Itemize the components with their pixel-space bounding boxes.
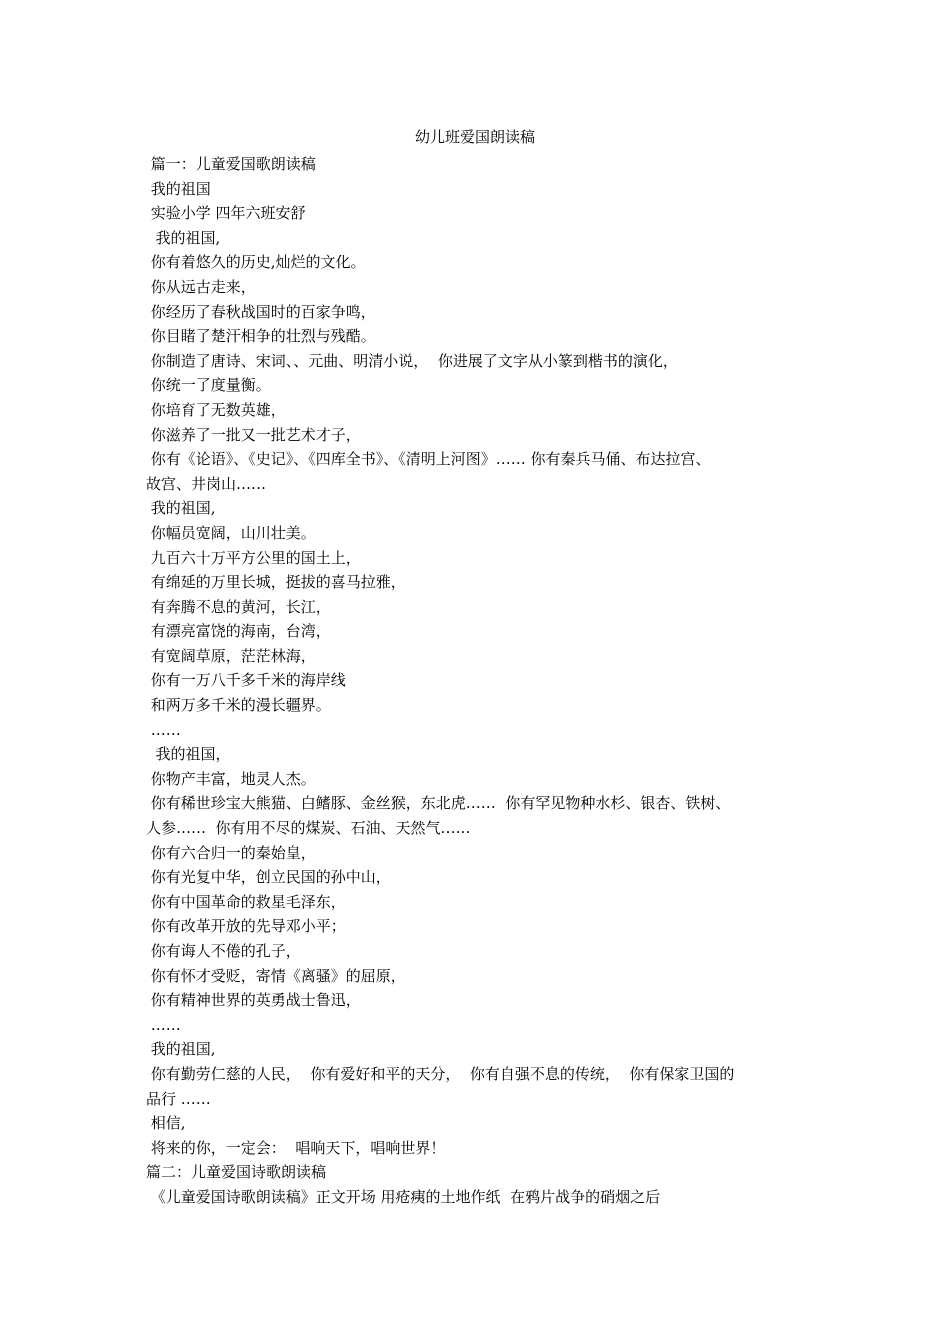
body-line: …… [146, 720, 181, 739]
body-line: 你幅员宽阔，山川壮美。 [146, 523, 316, 542]
body-line: 品行 …… [146, 1089, 211, 1108]
body-line: 你有一万八千多千米的海岸线 [146, 671, 346, 690]
body-line: 你培育了无数英雄， [146, 400, 286, 419]
body-line: 你统一了度量衡。 [146, 376, 271, 395]
document-body [146, 152, 826, 1210]
body-line: 你有六合归一的秦始皇， [146, 843, 316, 862]
body-line: 你有怀才受贬，寄情《离骚》的屈原， [146, 966, 406, 985]
body-line: 相信, [146, 1114, 186, 1133]
body-line: 我的祖国 [146, 179, 211, 198]
body-line: 你滋养了一批又一批艺术才子， [146, 425, 361, 444]
body-line: 我的祖国, [146, 1040, 216, 1059]
body-line: 有漂亮富饶的海南，台湾， [146, 622, 331, 641]
document-title: 幼儿班爱国朗读稿 [414, 128, 535, 146]
body-line: 你经历了春秋战国时的百家争鸣， [146, 302, 376, 321]
body-line: 你制造了唐诗、宋词、、元曲、明清小说， 你进展了文字从小篆到楷书的演化， [146, 351, 678, 370]
body-line: 和两万多千米的漫长疆界。 [146, 696, 331, 715]
body-line: 九百六十万平方公里的国土上， [146, 548, 361, 567]
body-line: 你目睹了楚汗相争的壮烈与残酷。 [146, 327, 376, 346]
body-line: 你有中国革命的救星毛泽东， [146, 892, 346, 911]
body-line: 我的祖国， [146, 745, 231, 764]
body-line: 有宽阔草原，茫茫林海， [146, 646, 316, 665]
body-line: 有绵延的万里长城，挺拔的喜马拉雅， [146, 573, 406, 592]
body-line: 你有诲人不倦的孔子， [146, 942, 301, 960]
body-line: 将来的你，一定会： 唱响天下，唱响世界！ [146, 1138, 446, 1157]
body-line: 人参…… 你有用不尽的煤炭、石油、天然气…… [146, 819, 471, 838]
body-line: 你从远古走来， [146, 277, 256, 296]
body-line: 有奔腾不息的黄河，长江， [146, 597, 331, 616]
body-line: 篇二：儿童爱国诗歌朗读稿 [146, 1163, 327, 1182]
body-line: 你有光复中华，创立民国的孙中山， [146, 868, 391, 887]
body-line: 篇一：儿童爱国歌朗读稿 [146, 155, 316, 173]
body-line: 《儿童爱国诗歌朗读稿》正文开场 用疮痍的土地作纸 在鸦片战争的硝烟之后 [146, 1187, 661, 1206]
body-line: …… [146, 1015, 181, 1034]
body-line: 我的祖国, [146, 228, 221, 247]
body-line: 你有稀世珍宝大熊猫、白鳍豚、金丝猴，东北虎…… 你有罕见物种水杉、银杏、铁树、 [146, 794, 731, 813]
body-line: 实验小学 四年六班安舒 [146, 204, 306, 223]
body-line: 故宫、井岗山…… [146, 474, 267, 493]
body-line: 你物产丰富，地灵人杰。 [146, 769, 316, 788]
body-line: 你有《论语》、《史记》、《四库全书》、《清明上河图》…… 你有秦兵马俑、布达拉宫、 [146, 450, 711, 469]
body-line: 你有勤劳仁慈的人民， 你有爱好和平的天分， 你有自强不息的传统， 你有保家卫国的 [146, 1064, 735, 1083]
body-line: 你有改革开放的先导邓小平； [146, 917, 346, 936]
body-line: 你有着悠久的历史,灿烂的文化。 [146, 253, 366, 272]
body-line: 你有精神世界的英勇战士鲁迅， [146, 991, 361, 1010]
body-line: 我的祖国, [146, 499, 216, 518]
